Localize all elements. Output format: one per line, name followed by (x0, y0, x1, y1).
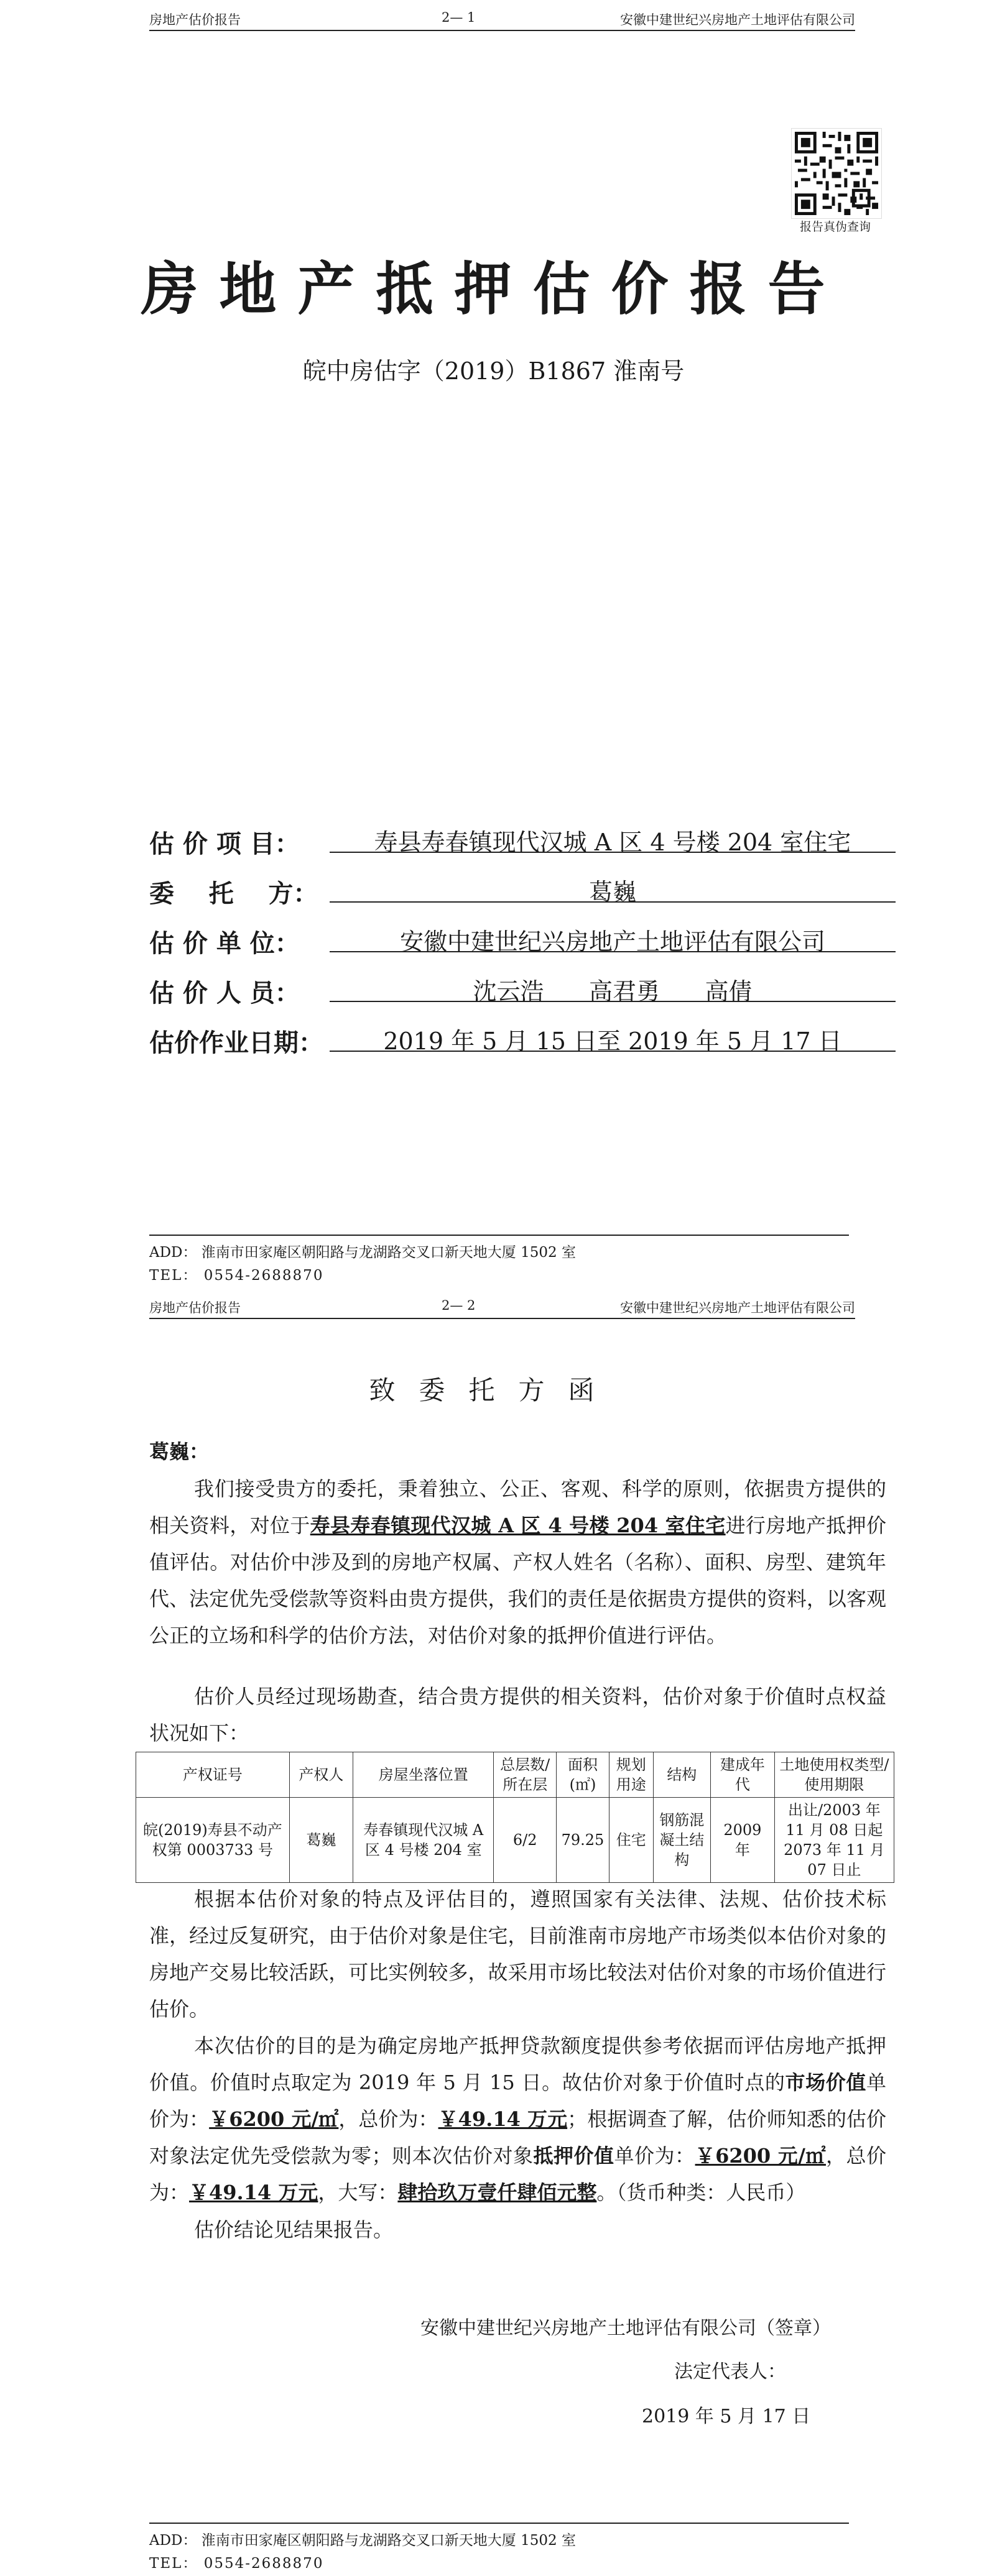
signature-company: 安徽中建世纪兴房地产土地评估有限公司（签章） (420, 2317, 831, 2339)
table-row (136, 1798, 894, 1883)
table-cell: 2009 年 (711, 1798, 775, 1883)
header-page-number: 2— 1 (442, 10, 476, 25)
field-label: 估价作业日期： (149, 1029, 323, 1057)
field-label: 估 价 项 目： (149, 830, 300, 858)
table-header: 产权证号 (136, 1752, 290, 1798)
table-cell: 皖(2019)寿县不动产权第 0003733 号 (136, 1798, 290, 1883)
footer-phone: TEL： 0554-2688870 (149, 1267, 324, 1284)
letter-paragraph-1 (149, 1471, 886, 1654)
paragraph-text: 进行房地产抵押价值评估。对估价中涉及到的房地产权属、产权人姓名（名称）、面积、房型、建筑年代、法定优先受偿款等资料由贵方提供，我们的责任是依据贵方提供的资料，以客观公正的立场和科学的估价方法，对估价对象的抵押价值进行评估。 (149, 1514, 886, 1647)
field-value: 寿县寿春镇现代汉城 A 区 4 号楼 204 室住宅 (330, 823, 896, 853)
letter-salutation: 葛巍： (149, 1440, 210, 1463)
page-footer (149, 1235, 849, 1284)
mortgage-total-price: ￥49.14 万元 (189, 2181, 318, 2204)
field-label: 估 价 单 位： (149, 929, 300, 958)
cover-field-project (149, 819, 896, 857)
qr-code-label: 报告真伪查询 (799, 220, 871, 234)
table-cell: 住宅 (609, 1798, 653, 1883)
signature-date: 2019 年 5 月 17 日 (642, 2406, 811, 2427)
field-value: 葛巍 (330, 873, 896, 903)
property-rights-table (136, 1752, 894, 1883)
paragraph-text: 。（货币种类：人民币） (596, 2181, 806, 2204)
page-header (149, 1294, 855, 1319)
table-cell: 钢筋混凝土结构 (653, 1798, 710, 1883)
letter-paragraph-5: 估价结论见结果报告。 (194, 2218, 394, 2242)
letter-paragraph-4 (149, 2028, 886, 2211)
footer-address: ADD： 淮南市田家庵区朝阳路与龙湖路交叉口新天地大厦 1502 室 (149, 1244, 576, 1261)
report-number: 皖中房估字（2019）B1867 淮南号 (302, 357, 685, 385)
header-page-number: 2— 2 (442, 1298, 476, 1313)
cover-field-work-dates (149, 1018, 896, 1056)
table-cell: 出让/2003 年 11 月 08 日起 2073 年 11 月 07 日止 (774, 1798, 894, 1883)
field-value: 2019 年 5 月 15 日至 2019 年 5 月 17 日 (330, 1022, 896, 1052)
header-left: 房地产估价报告 (149, 1300, 241, 1315)
header-left: 房地产估价报告 (149, 12, 241, 27)
footer-phone: TEL： 0554-2688870 (149, 2555, 324, 2572)
table-header: 土地使用权类型/使用期限 (774, 1752, 894, 1798)
paragraph-text: ，大写： (318, 2181, 398, 2204)
property-address: 寿县寿春镇现代汉城 A 区 4 号楼 204 室住宅 (310, 1514, 726, 1537)
paragraph-text: 单价为： (614, 2144, 695, 2168)
signature-representative: 法定代表人： (674, 2361, 786, 2383)
paragraph-text: ，总价为： (149, 2144, 886, 2204)
paragraph-text: ；根据调查了解，估价师知悉的估价对象法定优先受偿款为零；则本次估价对象 (149, 2107, 886, 2168)
market-total-price: ￥49.14 万元 (438, 2107, 568, 2131)
table-header: 结构 (653, 1752, 710, 1798)
table-header: 产权人 (289, 1752, 353, 1798)
page-header (149, 6, 855, 31)
table-cell: 葛巍 (289, 1798, 353, 1883)
field-label: 委 托 方： (149, 880, 318, 908)
page-footer (149, 2523, 849, 2572)
table-header: 建成年代 (711, 1752, 775, 1798)
total-in-words: 肆拾玖万壹仟肆佰元整 (397, 2181, 597, 2204)
table-cell: 寿春镇现代汉城 A 区 4 号楼 204 室 (353, 1798, 494, 1883)
qr-code-icon[interactable] (791, 128, 882, 219)
market-unit-price: ￥6200 元/㎡ (209, 2107, 339, 2131)
table-header: 房屋坐落位置 (353, 1752, 494, 1798)
paragraph-text: 我们接受贵方的委托，秉着独立、公正、客观、科学的原则，依据贵方提供的相关资料，对位于 (149, 1477, 886, 1537)
mortgage-unit-price: ￥6200 元/㎡ (695, 2144, 826, 2168)
field-value: 安徽中建世纪兴房地产土地评估有限公司 (330, 922, 896, 952)
header-right: 安徽中建世纪兴房地产土地评估有限公司 (620, 1300, 855, 1315)
paragraph-text: ，总价为： (338, 2107, 438, 2131)
table-header: 面积(㎡) (556, 1752, 609, 1798)
paragraph-text: 单价为： (149, 2071, 886, 2131)
table-cell: 79.25 (556, 1798, 609, 1883)
footer-address: ADD： 淮南市田家庵区朝阳路与龙湖路交叉口新天地大厦 1502 室 (149, 2532, 576, 2549)
report-title: 房地产抵押估价报告 (141, 256, 846, 323)
letter-title: 致委托方函 (369, 1375, 618, 1405)
table-header: 总层数/所在层 (494, 1752, 557, 1798)
letter-paragraph-3: 根据本估价对象的特点及评估目的，遵照国家有关法律、法规、估价技术标准，经过反复研究，由于估价对象是住宅，目前淮南市房地产市场类似本估价对象的房地产交易比较活跃，可比实例较多，故采用市场比较法对估价对象的市场价值进行估价。 (149, 1887, 886, 2021)
table-header-row (136, 1752, 894, 1798)
field-value: 沈云浩 高君勇 高倩 (330, 972, 896, 1002)
letter-paragraph-2: 估价人员经过现场勘查，结合贵方提供的相关资料，估价对象于价值时点权益状况如下： (149, 1685, 886, 1745)
table-cell: 6/2 (494, 1798, 557, 1883)
cover-field-appraiser-company (149, 919, 896, 956)
cover-field-appraisers (149, 968, 896, 1006)
market-value-label: 市场价值 (785, 2071, 866, 2094)
header-right: 安徽中建世纪兴房地产土地评估有限公司 (620, 12, 855, 27)
table-header: 规划用途 (609, 1752, 653, 1798)
cover-field-client (149, 869, 896, 906)
field-label: 估 价 人 员： (149, 979, 300, 1008)
paragraph-text: 本次估价的目的是为确定房地产抵押贷款额度提供参考依据而评估房地产抵押价值。价值时点取定为 2019 年 5 月 15 日。故估价对象于价值时点的 (149, 2034, 886, 2094)
mortgage-value-label: 抵押价值 (533, 2144, 614, 2168)
